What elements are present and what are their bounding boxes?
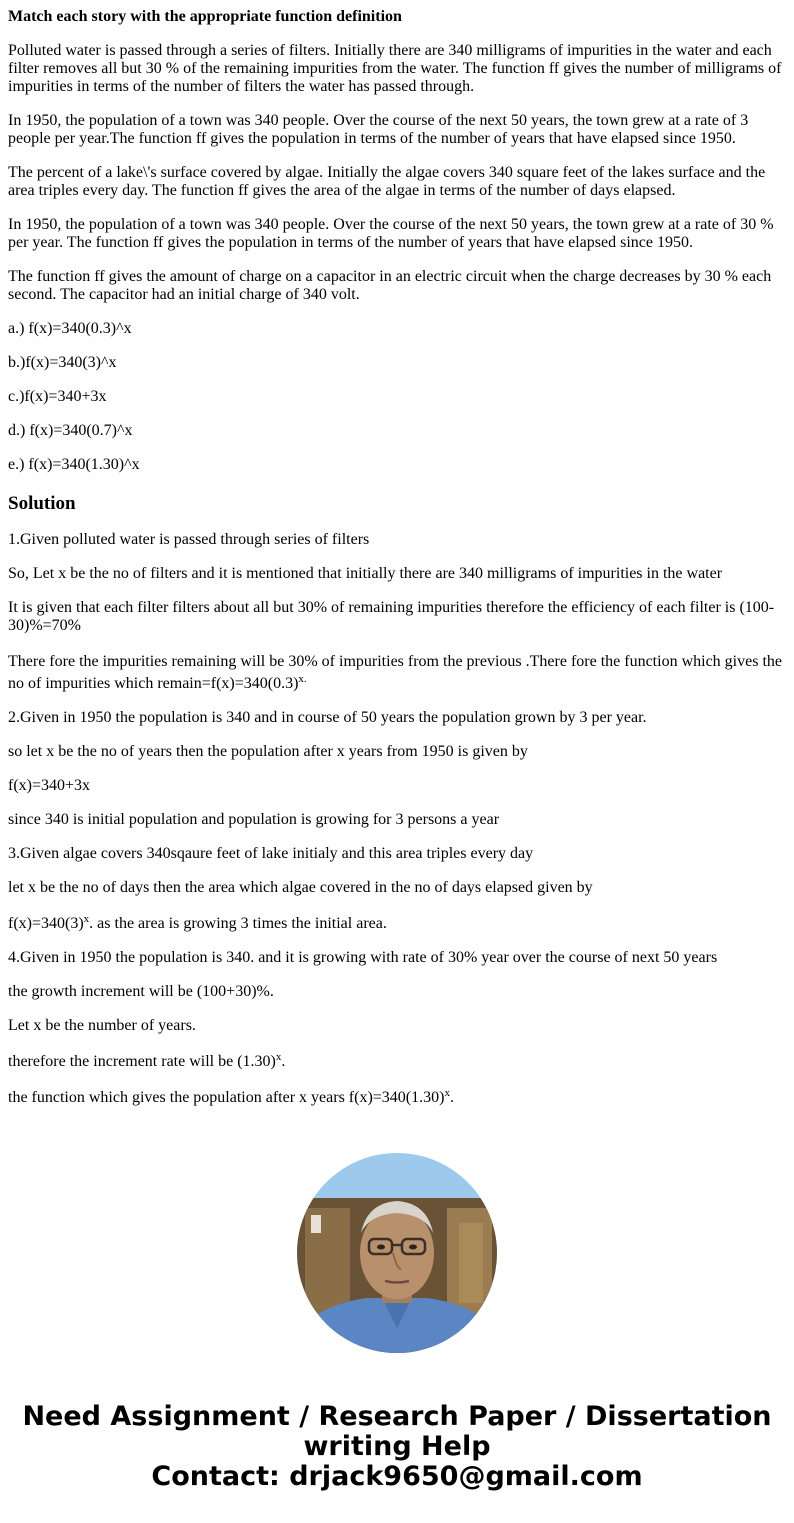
solution-text: . xyxy=(281,1053,286,1070)
superscript: x. xyxy=(298,673,307,685)
promo-footer xyxy=(0,1402,794,1492)
solution-heading: Solution xyxy=(8,493,76,514)
solution-paragraph: so let x be the no of years then the population after x years from 1950 is given by xyxy=(8,743,528,760)
solution-text: the function which gives the population after x years f(x)=340(1.30) xyxy=(8,1089,445,1106)
solution-paragraph: So, Let x be the no of filters and it is mentioned that initially there are 340 milligrams of impurities in the water xyxy=(8,565,723,582)
option-e: e.) f(x)=340(1.30)^x xyxy=(8,456,140,473)
document xyxy=(8,0,786,1109)
solution-paragraph xyxy=(8,913,786,935)
option-c: c.)f(x)=340+3x xyxy=(8,388,107,405)
promo-line: Need Assignment / Research Paper / Dissertation xyxy=(22,1401,772,1432)
solution-paragraph: since 340 is initial population and population is growing for 3 persons a year xyxy=(8,811,500,828)
solution-paragraph xyxy=(8,651,786,695)
solution-paragraph: Let x be the number of years. xyxy=(8,1017,196,1034)
story-1: Polluted water is passed through a series of filters. Initially there are 340 milligrams of impurities in the water and each filter removes all but 30 % of the remaining impurities from the water. The function ff gives the number of milligrams of impurities in terms of the number of filters the water has passed through. xyxy=(8,42,782,95)
solution-paragraph: 2.Given in 1950 the population is 340 and in course of 50 years the population grown by 3 per year. xyxy=(8,709,647,726)
solution-paragraph xyxy=(8,1087,786,1109)
story-4: In 1950, the population of a town was 340 people. Over the course of the next 50 years, the town grew at a rate of 30 % per year. The function ff gives the population in terms of the number of years that have elapsed since 1950. xyxy=(8,216,774,251)
story-2: In 1950, the population of a town was 340 people. Over the course of the next 50 years, the town grew at a rate of 3 people per year.The function ff gives the population in terms of the number of years that have elapsed since 1950. xyxy=(8,112,749,147)
solution-paragraph: 4.Given in 1950 the population is 340. and it is growing with rate of 30% year over the course of next 50 years xyxy=(8,949,718,966)
option-b: b.)f(x)=340(3)^x xyxy=(8,354,117,371)
promo-line: writing Help xyxy=(303,1431,491,1462)
solution-text: There fore the impurities remaining will be 30% of impurities from the previous .There fore the function which gives the no of impurities which remain=f(x)=340(0.3) xyxy=(8,653,782,692)
story-3: The percent of a lake\'s surface covered by algae. Initially the algae covers 340 square feet of the lakes surface and the area triples every day. The function ff gives the area of the algae in terms of the number of days elapsed. xyxy=(8,164,766,199)
solution-paragraph: 1.Given polluted water is passed through series of filters xyxy=(8,531,370,548)
option-d: d.) f(x)=340(0.7)^x xyxy=(8,422,133,439)
solution-text: . xyxy=(449,1089,454,1106)
superscript: x xyxy=(83,913,90,925)
solution-text: f(x)=340(3) xyxy=(8,915,84,932)
solution-paragraph: the growth increment will be (100+30)%. xyxy=(8,983,274,1000)
solution-paragraph: f(x)=340+3x xyxy=(8,777,91,794)
solution-paragraph: 3.Given algae covers 340sqaure feet of lake initialy and this area triples every day xyxy=(8,845,534,862)
solution-text: . as the area is growing 3 times the initial area. xyxy=(89,915,387,932)
question-title: Match each story with the appropriate function definition xyxy=(8,8,402,25)
solution-paragraph: let x be the no of days then the area which algae covered in the no of days elapsed given by xyxy=(8,879,593,896)
contact-email: Contact: drjack9650@gmail.com xyxy=(151,1461,643,1492)
solution-paragraph xyxy=(8,1051,786,1073)
superscript: x xyxy=(444,1087,450,1099)
option-a: a.) f(x)=340(0.3)^x xyxy=(8,320,132,337)
author-avatar xyxy=(297,1153,497,1353)
superscript: x xyxy=(275,1051,282,1063)
solution-paragraph: It is given that each filter filters about all but 30% of remaining impurities therefore the efficiency of each filter is (100-30)%=70% xyxy=(8,599,775,634)
story-5: The function ff gives the amount of charge on a capacitor in an electric circuit when the charge decreases by 30 % each second. The capacitor had an initial charge of 340 volt. xyxy=(8,268,772,303)
solution-text: therefore the increment rate will be (1.30) xyxy=(8,1053,276,1070)
author-photo xyxy=(297,1153,497,1353)
